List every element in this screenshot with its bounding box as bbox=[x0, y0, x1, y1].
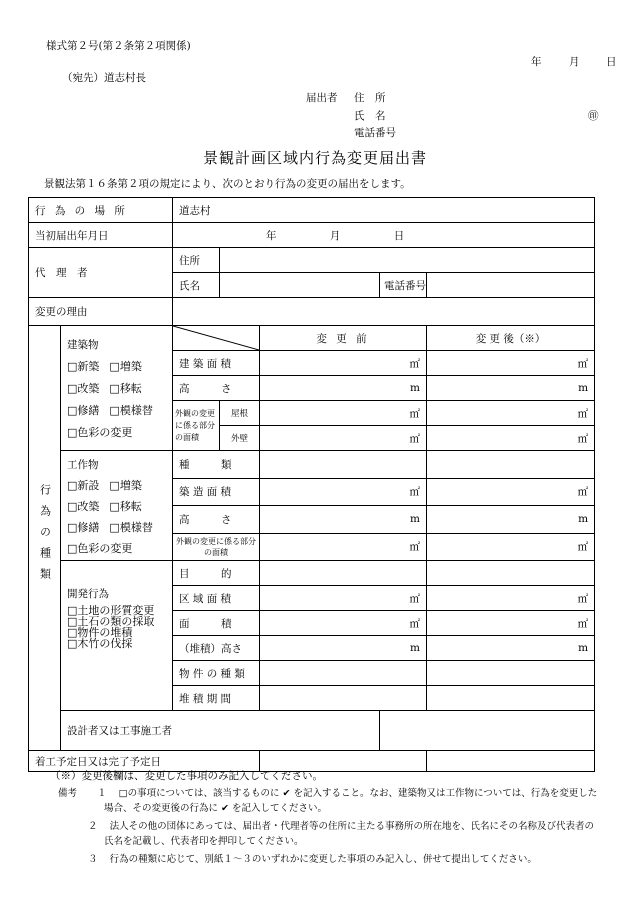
building-height-after[interactable]: m bbox=[427, 376, 595, 401]
structure-kind-label: 種 類 bbox=[173, 451, 260, 479]
place-label: 行 為 の 場 所 bbox=[29, 198, 173, 223]
item-kind-before[interactable] bbox=[260, 661, 427, 686]
applicant-phone-label: 電話番号 bbox=[354, 127, 396, 139]
reason-field[interactable] bbox=[173, 298, 595, 326]
agent-address-field[interactable] bbox=[220, 248, 595, 273]
designer-before[interactable] bbox=[380, 711, 595, 751]
building-options bbox=[61, 326, 173, 451]
development-land-checkbox[interactable]: □土地の形質変更 bbox=[67, 604, 155, 617]
building-height-label: 高 さ bbox=[173, 376, 260, 401]
agent-name-label: 氏名 bbox=[173, 273, 220, 298]
remarks-2-line2: 氏名を記載し、代表者印を押印してください。 bbox=[104, 836, 304, 847]
wall-label: 外壁 bbox=[220, 426, 260, 451]
date-day-label: 日 bbox=[606, 56, 617, 68]
pile-period-before[interactable] bbox=[260, 686, 427, 711]
schedule-label: 着工予定日又は完了予定日 bbox=[29, 751, 260, 772]
area-after[interactable]: ㎡ bbox=[427, 611, 595, 636]
remarks-3-number: ３ bbox=[88, 854, 98, 865]
building-height-before[interactable]: m bbox=[260, 376, 427, 401]
building-remodel-checkbox[interactable]: □模様替 bbox=[109, 404, 153, 417]
remarks-1-number: １ bbox=[97, 788, 107, 799]
pile-period-label: 堆 積 期 間 bbox=[173, 686, 260, 711]
development-timber-checkbox[interactable]: □木竹の伐採 bbox=[67, 637, 133, 650]
structure-extension-checkbox[interactable]: □増築 bbox=[109, 479, 142, 492]
remarks-1-line1: □の事項については、該当するものに ✔ を記入すること。なお、建築物又は工作物については、行為を変更した bbox=[118, 788, 598, 799]
roof-label: 屋根 bbox=[220, 401, 260, 426]
structure-kind-before[interactable] bbox=[260, 451, 427, 479]
structure-new-checkbox[interactable]: □新設 bbox=[67, 479, 100, 492]
notification-table bbox=[28, 197, 595, 772]
building-relocation-checkbox[interactable]: □移転 bbox=[109, 382, 142, 395]
building-rebuild-checkbox[interactable]: □改築 bbox=[67, 382, 100, 395]
seal-mark: ㊞ bbox=[588, 110, 599, 122]
intro-text: 景観法第１６条第２項の規定により、次のとおり行為の変更の届出をします。 bbox=[44, 178, 411, 190]
agent-phone-field[interactable] bbox=[427, 273, 595, 298]
agent-address-label: 住所 bbox=[173, 248, 220, 273]
date-month-label: 月 bbox=[569, 56, 580, 68]
agent-label: 代 理 者 bbox=[29, 248, 173, 298]
remarks-3-line: 行為の種類に応じて、別紙１～３のいずれかに変更した事項のみ記入し、併せて提出してください。 bbox=[109, 854, 537, 865]
document-title: 景観計画区域内行為変更届出書 bbox=[202, 149, 427, 167]
item-kind-after[interactable] bbox=[427, 661, 595, 686]
building-area-after[interactable]: ㎡ bbox=[427, 351, 595, 376]
agent-phone-label: 電話番号 bbox=[380, 273, 427, 298]
structure-area-before[interactable]: ㎡ bbox=[260, 478, 427, 506]
zone-area-before[interactable]: ㎡ bbox=[260, 586, 427, 611]
roof-area-before[interactable]: ㎡ bbox=[260, 401, 427, 426]
structure-label: 工作物 bbox=[67, 459, 99, 471]
footnote: （※）変更後欄は、変更した事項のみ記入してください。 bbox=[50, 770, 323, 782]
zone-area-after[interactable]: ㎡ bbox=[427, 586, 595, 611]
structure-area-after[interactable]: ㎡ bbox=[427, 478, 595, 506]
applicant-name-label: 氏 名 bbox=[354, 110, 386, 122]
remarks-label: 備考 bbox=[58, 788, 78, 799]
pile-height-label: （堆積）高さ bbox=[173, 636, 260, 661]
remarks-2-line1: 法人その他の団体にあっては、届出者・代理者等の住所に主たる事務所の所在地を、氏名にその名称及び代表者の bbox=[109, 821, 594, 832]
structure-relocation-checkbox[interactable]: □移転 bbox=[109, 500, 142, 513]
diagonal-header-cell bbox=[173, 326, 260, 351]
structure-facade-after[interactable]: ㎡ bbox=[427, 533, 595, 561]
remarks bbox=[58, 786, 597, 867]
action-type-label: 行為の種類 bbox=[29, 326, 61, 751]
area-label: 面 積 bbox=[173, 611, 260, 636]
applicant-address-label: 住 所 bbox=[354, 92, 386, 104]
agent-name-field[interactable] bbox=[220, 273, 380, 298]
structure-repair-checkbox[interactable]: □修繕 bbox=[67, 521, 100, 534]
development-soil-checkbox[interactable]: □土石の類の採取 bbox=[67, 615, 155, 628]
development-options bbox=[61, 561, 173, 711]
after-header: 変 更 後（※） bbox=[427, 326, 595, 351]
structure-color-checkbox[interactable]: □色彩の変更 bbox=[67, 542, 133, 555]
wall-area-before[interactable]: ㎡ bbox=[260, 426, 427, 451]
before-header: 変 更 前 bbox=[260, 326, 427, 351]
designer-label: 設計者又は工事施工者 bbox=[61, 711, 380, 751]
item-kind-label: 物 件 の 種 類 bbox=[173, 661, 260, 686]
initial-date-label: 当初届出年月日 bbox=[29, 223, 173, 248]
reason-label: 変更の理由 bbox=[29, 298, 173, 326]
development-label: 開発行為 bbox=[67, 588, 109, 600]
purpose-after[interactable] bbox=[427, 561, 595, 586]
addressee: （宛先）道志村長 bbox=[62, 72, 146, 84]
development-pile-checkbox[interactable]: □物件の堆積 bbox=[67, 626, 133, 639]
structure-facade-before[interactable]: ㎡ bbox=[260, 533, 427, 561]
structure-area-label: 築 造 面 積 bbox=[173, 478, 260, 506]
remarks-1-line2: 場合、その変更後の行為に ✔ を記入してください。 bbox=[104, 803, 328, 814]
building-extension-checkbox[interactable]: □増築 bbox=[109, 360, 142, 373]
structure-options bbox=[61, 451, 173, 561]
date-year-label: 年 bbox=[531, 56, 542, 68]
pile-height-after[interactable]: m bbox=[427, 636, 595, 661]
building-label: 建築物 bbox=[67, 339, 99, 351]
structure-facade-label: 外観の変更に係る部分の面積 bbox=[173, 533, 260, 561]
structure-remodel-checkbox[interactable]: □模様替 bbox=[109, 521, 153, 534]
zone-area-label: 区 域 面 積 bbox=[173, 586, 260, 611]
building-area-label: 建 築 面 積 bbox=[173, 351, 260, 376]
structure-height-label: 高 さ bbox=[173, 506, 260, 534]
form-id: 様式第２号(第２条第２項関係) bbox=[46, 40, 191, 52]
structure-kind-after[interactable] bbox=[427, 451, 595, 479]
structure-height-after[interactable]: m bbox=[427, 506, 595, 534]
structure-height-before[interactable]: m bbox=[260, 506, 427, 534]
pile-period-after[interactable] bbox=[427, 686, 595, 711]
building-color-checkbox[interactable]: □色彩の変更 bbox=[67, 426, 133, 439]
building-facade-label: 外観の変更に係る部分の面積 bbox=[173, 401, 220, 451]
remarks-2-number: ２ bbox=[88, 821, 98, 832]
building-area-before[interactable]: ㎡ bbox=[260, 351, 427, 376]
initial-date-field[interactable]: 年 月 日 bbox=[173, 223, 595, 248]
purpose-before[interactable] bbox=[260, 561, 427, 586]
wall-area-after[interactable]: ㎡ bbox=[427, 426, 595, 451]
building-repair-checkbox[interactable]: □修繕 bbox=[67, 404, 100, 417]
structure-rebuild-checkbox[interactable]: □改築 bbox=[67, 500, 100, 513]
schedule-after[interactable] bbox=[427, 751, 595, 772]
place-value[interactable]: 道志村 bbox=[173, 198, 595, 223]
area-before[interactable]: ㎡ bbox=[260, 611, 427, 636]
pile-height-before[interactable]: m bbox=[260, 636, 427, 661]
purpose-label: 目 的 bbox=[173, 561, 260, 586]
roof-area-after[interactable]: ㎡ bbox=[427, 401, 595, 426]
applicant-label: 届出者 bbox=[306, 92, 338, 104]
building-new-checkbox[interactable]: □新築 bbox=[67, 360, 100, 373]
